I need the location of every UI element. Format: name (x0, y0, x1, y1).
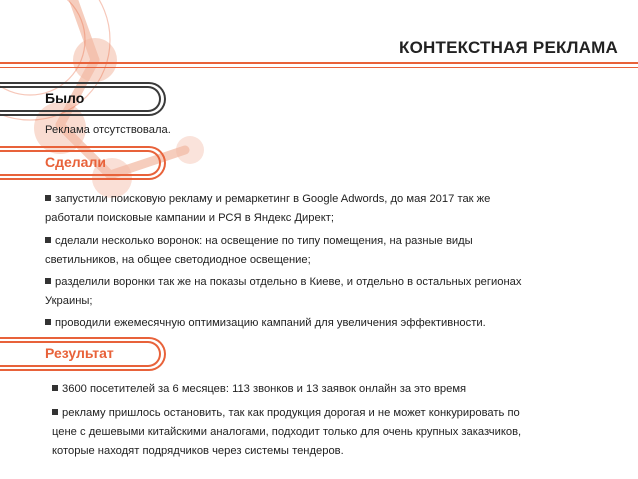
bullet-icon (52, 409, 58, 415)
result-item-2: рекламу пришлось остановить, так как продукция дорогая и не может конкурировать по цене с дешевыми китайскими аналогами, подходит только для очень крупных заказчиков, которые находят подрядчиков через системы тендеров. (52, 407, 522, 457)
section-before-header (0, 82, 166, 116)
bullet-icon (45, 319, 51, 325)
section-before-heading: Было (45, 90, 85, 106)
section-result-header (0, 337, 166, 371)
done-item-4: проводили ежемесячную оптимизацию кампаний для увеличения эффективности. (45, 314, 486, 333)
page-title: КОНТЕКСТНАЯ РЕКЛАМА (399, 38, 618, 57)
bullet-icon (45, 195, 51, 201)
section-before-text: Реклама отсутствовала. (45, 124, 171, 136)
section-done-header (0, 146, 166, 180)
done-item-3: разделили воронки так же на показы отдельно в Киеве, и отдельно в остальных регионах Украины; (45, 276, 522, 307)
bullet-icon (52, 385, 58, 391)
bullet-icon (45, 278, 51, 284)
done-item-2: сделали несколько воронок: на освещение по типу помещения, на разные виды светильников, на общее светодиодное освещение; (45, 235, 473, 266)
result-item-1: 3600 посетителей за 6 месяцев: 113 звонков и 13 заявок онлайн за это время (52, 380, 466, 399)
done-item-1: запустили поисковую рекламу и ремаркетинг в Google Adwords, до мая 2017 так же работали поисковые кампании и РСЯ в Яндекс Директ; (45, 193, 491, 224)
section-result-heading: Результат (45, 345, 114, 361)
title-underline (0, 62, 638, 69)
bullet-icon (45, 237, 51, 243)
section-done-heading: Сделали (45, 154, 106, 170)
